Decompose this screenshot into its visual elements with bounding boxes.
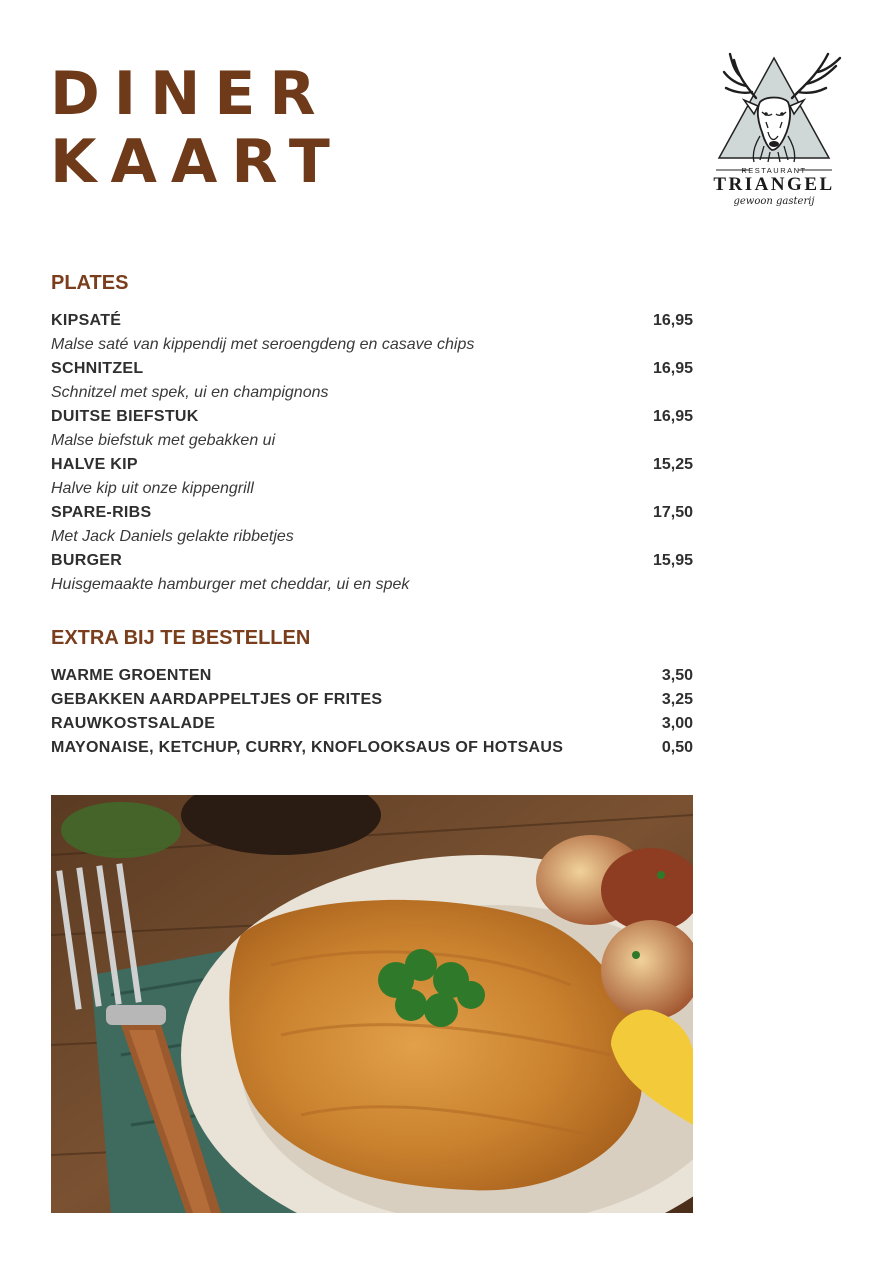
extra-item-name: GEBAKKEN AARDAPPELTJES OF FRITES	[51, 691, 383, 708]
menu-item-price: 16,95	[652, 312, 693, 329]
menu-item-price: 17,50	[652, 504, 693, 521]
stag-head-triangle-icon	[694, 36, 854, 212]
menu-item-name: DUITSE BIEFSTUK	[51, 408, 199, 425]
menu-item-row	[51, 453, 693, 477]
extras-heading: EXTRA BIJ TE BESTELLEN	[51, 627, 311, 649]
menu-item-description: Met Jack Daniels gelakte ribbetjes	[51, 528, 294, 545]
extra-item-row	[51, 712, 693, 736]
menu-item-price: 16,95	[652, 408, 693, 425]
menu-item-description: Huisgemaakte hamburger met cheddar, ui en spek	[51, 576, 410, 593]
menu-item-name: SPARE-RIBS	[51, 504, 152, 521]
extra-item-price: 0,50	[661, 739, 693, 756]
logo-name: TRIANGEL	[713, 174, 835, 195]
plates-list	[51, 309, 693, 597]
extra-item-row	[51, 664, 693, 688]
menu-item-name: HALVE KIP	[51, 456, 138, 473]
restaurant-logo	[694, 36, 854, 212]
schnitzel-photo	[51, 795, 693, 1213]
extra-item-row	[51, 688, 693, 712]
menu-item-price: 15,25	[652, 456, 693, 473]
title-line-2: KAART	[50, 127, 344, 197]
menu-item-name: BURGER	[51, 552, 123, 569]
logo-small-text: RESTAURANT	[741, 166, 807, 175]
menu-item-description: Malse saté van kippendij met seroengdeng en casave chips	[51, 336, 475, 353]
extra-item-price: 3,50	[661, 667, 693, 684]
menu-item-name: KIPSATÉ	[51, 312, 122, 329]
menu-item-price: 16,95	[652, 360, 693, 377]
extra-item-name: WARME GROENTEN	[51, 667, 212, 684]
menu-item-row	[51, 357, 693, 381]
page-title	[50, 60, 344, 196]
menu-item-row	[51, 309, 693, 333]
menu-item-description: Schnitzel met spek, ui en champignons	[51, 384, 329, 401]
menu-item-description: Malse biefstuk met gebakken ui	[51, 432, 276, 449]
menu-item-row	[51, 549, 693, 573]
extra-item-name: RAUWKOSTSALADE	[51, 715, 216, 732]
extra-item-price: 3,00	[661, 715, 693, 732]
extra-item-name: MAYONAISE, KETCHUP, CURRY, KNOFLOOKSAUS OF HOTSAUS	[51, 739, 564, 756]
menu-item-price: 15,95	[652, 552, 693, 569]
title-line-1: DINER	[50, 59, 330, 129]
plates-heading: PLATES	[51, 272, 129, 294]
menu-item-row	[51, 405, 693, 429]
extra-item-price: 3,25	[661, 691, 693, 708]
logo-tagline: gewoon gasterij	[733, 196, 815, 207]
menu-item-description: Halve kip uit onze kippengrill	[51, 480, 254, 497]
extras-list	[51, 664, 693, 760]
menu-item-name: SCHNITZEL	[51, 360, 144, 377]
menu-item-row	[51, 501, 693, 525]
extra-item-row	[51, 736, 693, 760]
